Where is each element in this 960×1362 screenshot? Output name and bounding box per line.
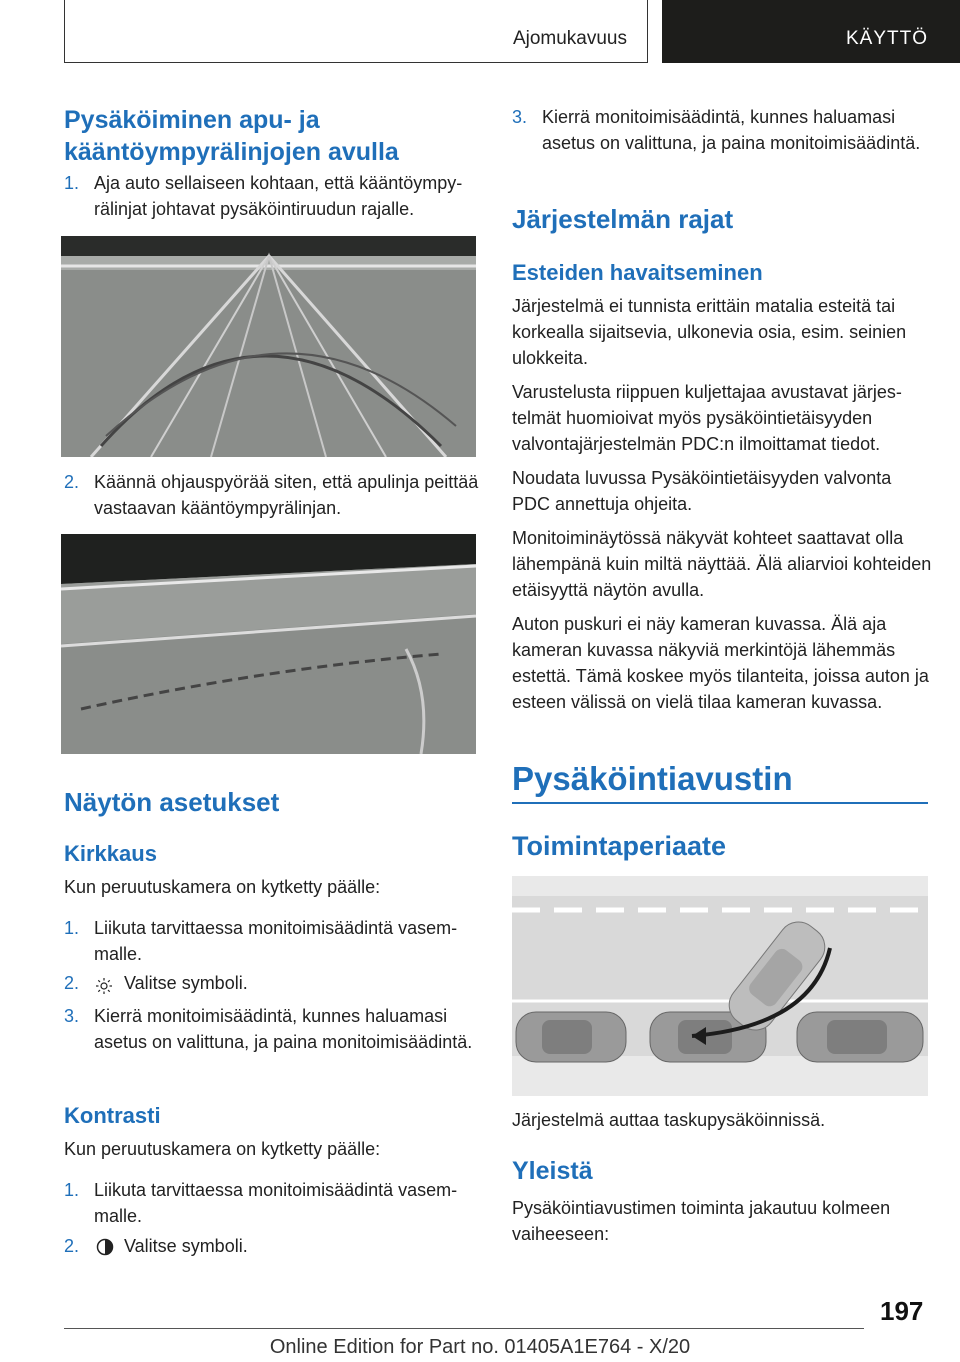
paragraph: Auton puskuri ei näy kameran kuvassa. Älä aja kameran kuvassa näkyviä merkintöjä lähemmäs estettä. Tämä koskee myös tilanteita, joissa auton ja esteen välissä on vielä tilaa kameran kuvassa. — [512, 614, 929, 712]
header-chapter-tab — [662, 0, 960, 63]
brightness-intro: Kun peruutuskamera on kytketty päälle: — [64, 877, 381, 897]
heading-display-settings — [64, 786, 279, 818]
header-section-title: Ajomukavuus — [512, 28, 627, 49]
list-text: Kierrä monitoimisäädintä, kunnes haluamasi asetus on valittuna, ja paina monitoimisäädintä. — [94, 1006, 473, 1052]
camera-view-illustration-1 — [61, 236, 476, 457]
list-number: 2. — [64, 472, 80, 492]
header-chapter-title: KÄYTTÖ — [845, 28, 928, 49]
paragraph: Varustelusta riippuen kuljettajaa avustavat järjestelmät huomioivat myös pysäköintietäisyyden valvontajärjestelmän PDC:n ilmoittamat tiedot. — [512, 382, 902, 454]
footer-edition: Online Edition for Part no. 01405A1E764 - X/20 — [269, 1336, 691, 1358]
heading-rule — [512, 802, 928, 804]
list-number: 1. — [64, 173, 80, 193]
list-text: Valitse symboli. — [124, 1236, 248, 1256]
heading-system-limits: Järjestelmän rajat — [512, 204, 734, 234]
page-number: 197 — [880, 1296, 924, 1326]
parking-illustration — [512, 876, 928, 1096]
footer-rule — [64, 1328, 864, 1329]
figure-caption: Järjestelmä auttaa taskupysäköinnissä. — [512, 1110, 826, 1130]
limits-paragraphs — [512, 293, 932, 715]
camera-view-illustration-2 — [61, 534, 476, 754]
list-number: 1. — [64, 918, 80, 938]
list-number: 1. — [64, 1180, 80, 1200]
camera-view-figure-1 — [61, 236, 476, 457]
list-number: 3. — [64, 1006, 80, 1026]
camera-view-figure-2 — [61, 534, 476, 754]
list-text: Valitse symboli. — [124, 973, 248, 993]
heading-brightness: Kirkkaus — [64, 841, 157, 866]
list-number: 3. — [512, 107, 528, 127]
list-text: Liikuta tarvittaessa monitoimisäädintä vasemmalle. — [94, 918, 458, 964]
parking-illustration-figure — [512, 876, 928, 1096]
heading-general: Yleistä — [512, 1157, 593, 1185]
paragraph: Monitoiminäytössä näkyvät kohteet saattavat olla lähempänä kuin miltä näyttää. Älä aliarvioi kohteiden etäisyyttä näytön avulla. — [512, 528, 932, 600]
contrast-icon — [96, 1237, 114, 1263]
header-section-box — [64, 0, 648, 63]
parked-car-left — [516, 1012, 626, 1062]
list-text: Käännä ohjauspyörää siten, että apulinja peittää vastaavan kääntöympyrälinjan. — [94, 472, 479, 518]
general-text: Pysäköintiavustimen toiminta jakautuu kolmeen vaiheeseen: — [512, 1198, 891, 1244]
list-text: Kierrä monitoimisäädintä, kunnes haluamasi asetus on valittuna, ja paina monitoimisäädintä. — [542, 107, 921, 153]
list-number: 2. — [64, 973, 80, 993]
list-number: 2. — [64, 1236, 80, 1256]
heading-operating-principle: Toimintaperiaate — [512, 831, 727, 861]
heading-contrast: Kontrasti — [64, 1103, 161, 1128]
list-text: Aja auto sellaiseen kohtaan, että kääntöympyrälinjat johtavat pysäköintiruudun rajalle. — [94, 173, 463, 219]
heading-obstacle-detection: Esteiden havaitseminen — [512, 260, 763, 285]
paragraph: Järjestelmä ei tunnista erittäin matalia esteitä tai korkealla sijaitsevia, ulkonevia osia, esim. seinien ulokkeita. — [512, 296, 907, 368]
paragraph: Noudata luvussa Pysäköintietäisyyden valvonta PDC annettuja ohjeita. — [512, 468, 892, 514]
list-text: Liikuta tarvittaessa monitoimisäädintä vasemmalle. — [94, 1180, 458, 1226]
heading-display-settings-text: Näytön asetukset — [64, 787, 280, 817]
contrast-intro: Kun peruutuskamera on kytketty päälle: — [64, 1139, 381, 1159]
brightness-icon — [96, 975, 112, 1001]
section-title-parking-lines: Pysäköiminen apu- ja kääntöympyrälinjojen avulla — [64, 106, 399, 166]
heading-parking-assistant: Pysäköintiavustin — [512, 760, 793, 797]
parked-car-right — [797, 1012, 923, 1062]
